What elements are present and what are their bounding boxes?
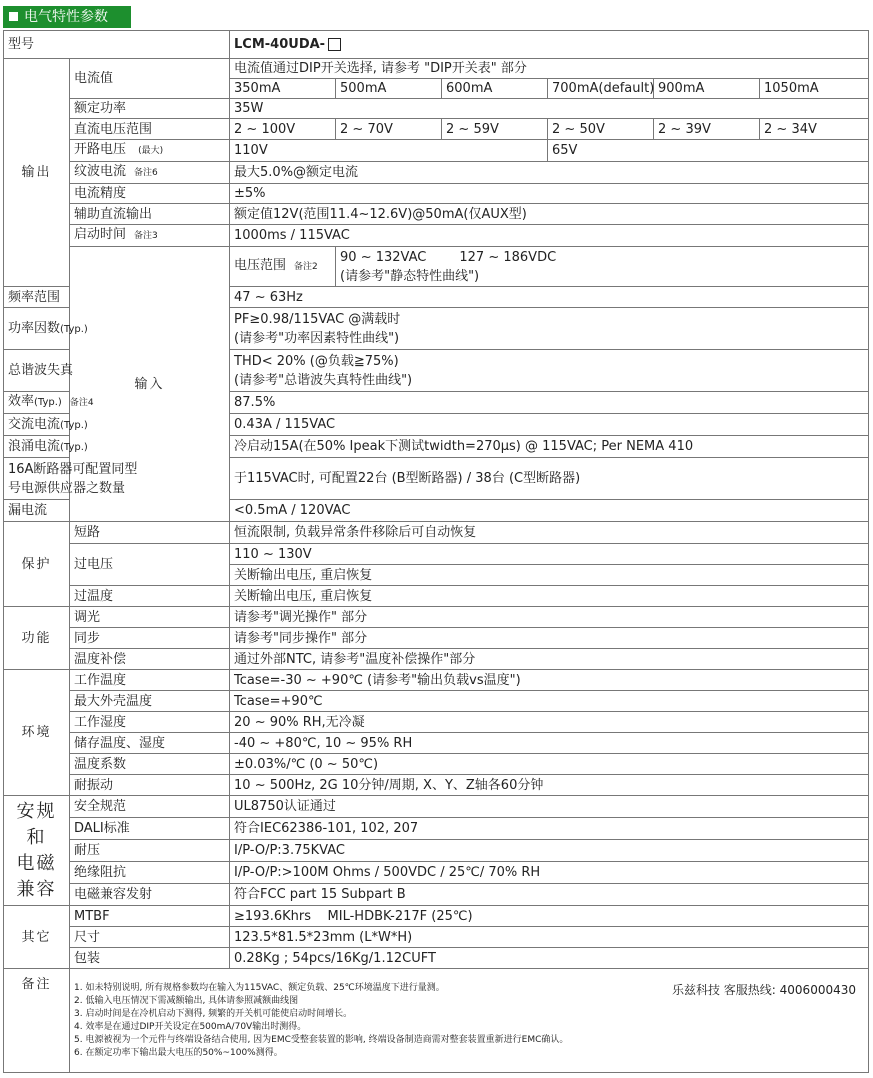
model-label: 型号 bbox=[4, 31, 230, 59]
current-label: 电流值 bbox=[70, 59, 230, 99]
current-value: 600mA bbox=[442, 79, 548, 99]
thd-line-2: (请参考"总谐波失真特性曲线") bbox=[234, 372, 413, 388]
emc: 符合FCC part 15 Subpart B bbox=[230, 884, 869, 906]
open-voltage-1: 110V bbox=[230, 140, 548, 162]
open-voltage-note: (最大) bbox=[138, 146, 164, 156]
group-input: 输入 bbox=[70, 247, 230, 522]
thd bbox=[230, 350, 869, 392]
group-safety-emc bbox=[4, 796, 70, 906]
ripple-label-text: 纹波电流 bbox=[74, 164, 127, 179]
spec-table bbox=[3, 30, 869, 1073]
aux-label: 辅助直流输出 bbox=[70, 204, 230, 225]
ripple-note: 备注6 bbox=[134, 168, 158, 178]
ripple-label bbox=[70, 162, 230, 184]
ov-line-2: 关断输出电压, 重启恢复 bbox=[230, 565, 869, 586]
group-safety-line-1: 安规 bbox=[16, 800, 57, 822]
group-safety-line-3: 电磁 bbox=[16, 852, 57, 874]
isolation-label: 绝缘阻抗 bbox=[70, 862, 230, 884]
breaker-label-2: 号电源供应器之数量 bbox=[8, 480, 126, 496]
thd-line-1: THD< 20% (@负载≧75%) bbox=[234, 353, 399, 369]
note-line: 4. 效率是在通过DIP开关设定在500mA/70V输出时测得。 bbox=[74, 1021, 307, 1032]
thd-label: 总谐波失真 bbox=[4, 350, 70, 392]
breaker-label-1: 16A断路器可配置同型 bbox=[8, 461, 138, 477]
safety-std: UL8750认证通过 bbox=[230, 796, 869, 818]
coef: ±0.03%/℃ (0 ~ 50℃) bbox=[230, 754, 869, 775]
sync-label: 同步 bbox=[70, 628, 230, 649]
square-icon bbox=[9, 12, 18, 21]
group-environment: 环境 bbox=[4, 670, 70, 796]
freq-label: 频率范围 bbox=[4, 287, 70, 308]
short-label: 短路 bbox=[70, 522, 230, 544]
dc-range: 2 ~ 34V bbox=[760, 119, 869, 140]
dc-range: 2 ~ 50V bbox=[548, 119, 654, 140]
current-value: 900mA bbox=[654, 79, 760, 99]
ot: 关断输出电压, 重启恢复 bbox=[230, 586, 869, 607]
isolation: I/P-O/P:>100M Ohms / 500VDC / 25℃/ 70% RH bbox=[230, 862, 869, 884]
pf-line-1: PF≥0.98/115VAC @满载时 bbox=[234, 311, 401, 327]
section-title-text: 电气特性参数 bbox=[24, 9, 108, 25]
short: 恒流限制, 负载异常条件移除后可自动恢复 bbox=[230, 522, 869, 544]
storage-label: 储存温度、湿度 bbox=[70, 733, 230, 754]
group-protection: 保护 bbox=[4, 522, 70, 607]
voltage-note: 备注2 bbox=[294, 262, 318, 272]
notes-cell bbox=[70, 969, 869, 1073]
voltage-range bbox=[336, 247, 869, 287]
leakage-label: 漏电流 bbox=[4, 500, 70, 522]
dali: 符合IEC62386-101, 102, 207 bbox=[230, 818, 869, 840]
freq: 47 ~ 63Hz bbox=[230, 287, 869, 308]
eff-label bbox=[4, 392, 94, 414]
hotline: 乐兹科技 客服热线: 4006000430 bbox=[671, 983, 857, 997]
breaker: 于115VAC时, 可配置22台 (B型断路器) / 38台 (C型断路器) bbox=[230, 458, 869, 500]
leakage: <0.5mA / 120VAC bbox=[230, 500, 869, 522]
startup: 1000ms / 115VAC bbox=[230, 225, 869, 247]
current-value: 350mA bbox=[230, 79, 336, 99]
emc-label: 电磁兼容发射 bbox=[70, 884, 230, 906]
pf-label-text: 功率因数 bbox=[8, 320, 61, 336]
group-safety-line-2: 和 bbox=[26, 826, 47, 848]
humidity: 20 ~ 90% RH,无冷凝 bbox=[230, 712, 869, 733]
pack-label: 包装 bbox=[70, 948, 230, 969]
accuracy: ±5% bbox=[230, 184, 869, 204]
current-value: 500mA bbox=[336, 79, 442, 99]
dc-range: 2 ~ 39V bbox=[654, 119, 760, 140]
eff-note: 备注4 bbox=[69, 398, 94, 408]
open-voltage-label-text: 开路电压 bbox=[74, 142, 127, 157]
ov-label: 过电压 bbox=[70, 544, 230, 586]
dc-range: 2 ~ 100V bbox=[230, 119, 336, 140]
size-label: 尺寸 bbox=[70, 927, 230, 948]
inrush: 冷启动15A(在50% Ipeak下测试twidth=270μs) @ 115VAC; Per NEMA 410 bbox=[230, 436, 869, 458]
voltage-line-2: (请参考"静态特性曲线") bbox=[340, 268, 480, 284]
eff-label-text: 效率 bbox=[8, 394, 35, 409]
ov-line-1: 110 ~ 130V bbox=[230, 544, 869, 565]
voltage-label bbox=[230, 247, 336, 287]
safety-std-label: 安全规范 bbox=[70, 796, 230, 818]
eff-typ: (Typ.) bbox=[34, 397, 62, 408]
startup-note: 备注3 bbox=[134, 231, 158, 241]
current-value: 1050mA bbox=[760, 79, 869, 99]
startup-label bbox=[70, 225, 230, 247]
current-desc: 电流值通过DIP开关选择, 请参考 "DIP开关表" 部分 bbox=[230, 59, 869, 79]
note-line: 5. 电源被视为一个元件与终端设备结合使用, 因为EMC受整套装置的影响, 终端设备制造商需对整套装置重新进行EMC确认。 bbox=[74, 1034, 569, 1045]
vibration-label: 耐振动 bbox=[70, 775, 230, 796]
model-value bbox=[230, 31, 869, 59]
coef-label: 温度系数 bbox=[70, 754, 230, 775]
breaker-label bbox=[4, 458, 138, 500]
voltage-label-text: 电压范围 bbox=[234, 258, 287, 273]
vibration: 10 ~ 500Hz, 2G 10分钟/周期, X、Y、Z轴各60分钟 bbox=[230, 775, 869, 796]
ac-current-label bbox=[4, 414, 88, 436]
inrush-label-text: 浪涌电流 bbox=[8, 438, 61, 454]
ac-current: 0.43A / 115VAC bbox=[230, 414, 869, 436]
note-line: 6. 在额定功率下输出最大电压的50%~100%测得。 bbox=[74, 1047, 283, 1058]
dc-range: 2 ~ 59V bbox=[442, 119, 548, 140]
temp-comp-label: 温度补偿 bbox=[70, 649, 230, 670]
pf-typ: (Typ.) bbox=[60, 323, 88, 335]
work-temp: Tcase=-30 ~ +90℃ (请参考"输出负载vs温度") bbox=[230, 670, 869, 691]
rated-power: 35W bbox=[230, 99, 869, 119]
note-line: 1. 如未特别说明, 所有规格参数均在输入为115VAC、额定负载、25℃环境温度下进行量测。 bbox=[74, 982, 445, 993]
ripple: 最大5.0%@额定电流 bbox=[230, 162, 869, 184]
work-temp-label: 工作温度 bbox=[70, 670, 230, 691]
mtbf-label: MTBF bbox=[70, 906, 230, 927]
withstand-label: 耐压 bbox=[70, 840, 230, 862]
inrush-typ: (Typ.) bbox=[60, 441, 88, 453]
model-value-text: LCM-40UDA- bbox=[234, 37, 326, 52]
dim-label: 调光 bbox=[70, 607, 230, 628]
pf-label bbox=[4, 308, 88, 350]
pf-line-2: (请参考"功率因素特性曲线") bbox=[234, 330, 400, 346]
mtbf: ≥193.6Khrs MIL-HDBK-217F (25℃) bbox=[230, 906, 869, 927]
current-value: 700mA(default) bbox=[548, 79, 654, 99]
accuracy-label: 电流精度 bbox=[70, 184, 230, 204]
ot-label: 过温度 bbox=[70, 586, 230, 607]
open-voltage-label bbox=[70, 140, 230, 162]
dc-range: 2 ~ 70V bbox=[336, 119, 442, 140]
inrush-label bbox=[4, 436, 88, 458]
temp-comp: 通过外部NTC, 请参考"温度补偿操作"部分 bbox=[230, 649, 869, 670]
checkbox-icon bbox=[328, 38, 341, 51]
voltage-line-1: 90 ~ 132VAC 127 ~ 186VDC bbox=[340, 249, 557, 265]
ac-current-typ: (Typ.) bbox=[60, 419, 88, 431]
note-line: 3. 启动时间是在冷机启动下测得, 频繁的开关机可能使启动时间增长。 bbox=[74, 1008, 353, 1019]
startup-label-text: 启动时间 bbox=[74, 227, 127, 242]
group-function: 功能 bbox=[4, 607, 70, 670]
humidity-label: 工作湿度 bbox=[70, 712, 230, 733]
eff: 87.5% bbox=[230, 392, 869, 414]
max-case-label: 最大外壳温度 bbox=[70, 691, 230, 712]
section-title bbox=[3, 6, 131, 28]
group-safety-line-4: 兼容 bbox=[16, 878, 57, 900]
open-voltage-2: 65V bbox=[548, 140, 869, 162]
note-line: 2. 低输入电压情况下需减额输出, 具体请参照减额曲线图 bbox=[74, 995, 299, 1006]
storage: -40 ~ +80℃, 10 ~ 95% RH bbox=[230, 733, 869, 754]
group-others: 其它 bbox=[4, 906, 70, 969]
withstand: I/P-O/P:3.75KVAC bbox=[230, 840, 869, 862]
rated-power-label: 额定功率 bbox=[70, 99, 230, 119]
size: 123.5*81.5*23mm (L*W*H) bbox=[230, 927, 869, 948]
dim: 请参考"调光操作" 部分 bbox=[230, 607, 869, 628]
dc-range-label: 直流电压范围 bbox=[70, 119, 230, 140]
ac-current-label-text: 交流电流 bbox=[8, 416, 61, 432]
pf bbox=[230, 308, 869, 350]
dali-label: DALI标准 bbox=[70, 818, 230, 840]
sync: 请参考"同步操作" 部分 bbox=[230, 628, 869, 649]
group-note: 备注 bbox=[4, 969, 70, 1073]
group-output: 输出 bbox=[4, 59, 70, 287]
max-case: Tcase=+90℃ bbox=[230, 691, 869, 712]
pack: 0.28Kg ; 54pcs/16Kg/1.12CUFT bbox=[230, 948, 869, 969]
aux: 额定值12V(范围11.4~12.6V)@50mA(仅AUX型) bbox=[230, 204, 869, 225]
